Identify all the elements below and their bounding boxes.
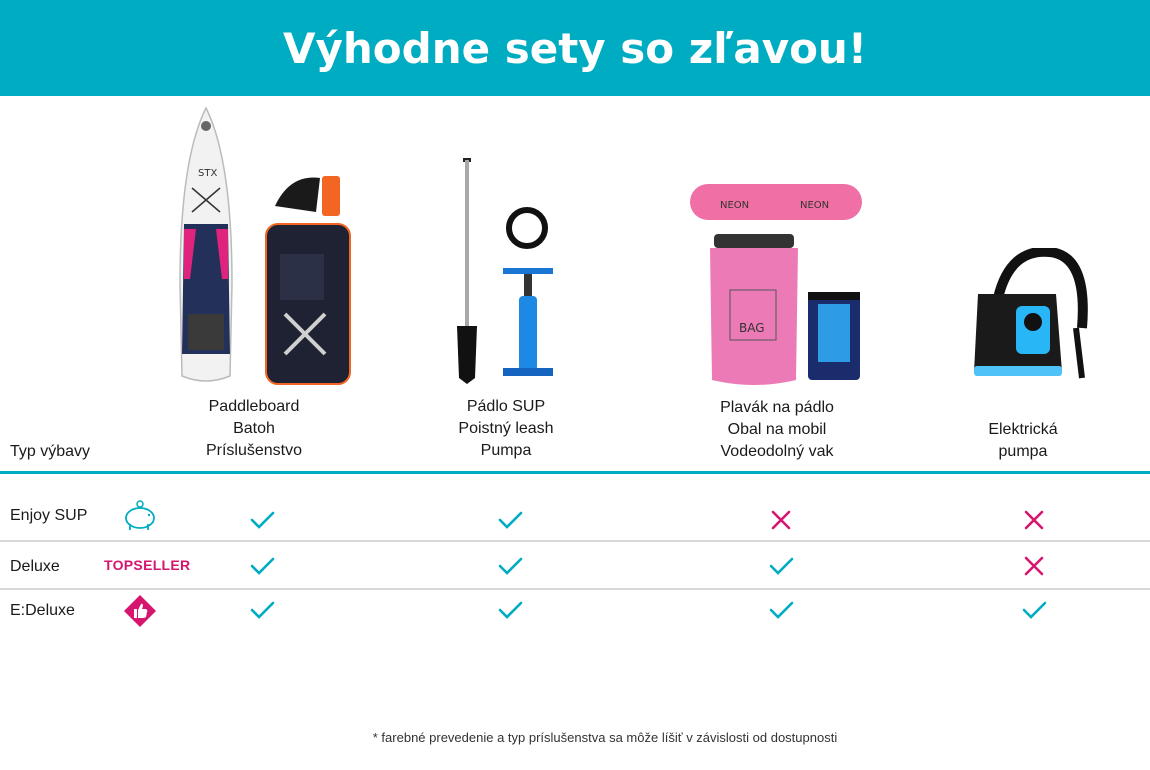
svg-text:BAG: BAG [739,321,765,335]
row-divider [0,588,1150,590]
column-label-electric-pump: Elektrická pumpa [988,421,1058,460]
header-banner [0,0,1150,96]
svg-text:NEON: NEON [720,200,750,211]
piggy-bank-icon [122,500,158,532]
cross-icon [1020,506,1048,534]
check-icon [248,552,276,580]
header-divider [0,471,1150,474]
thumbs-up-icon [122,594,158,628]
column-label-float: Plavák na pádlo Obal na mobil Vodeodolný vak [720,399,834,460]
check-icon [767,596,795,624]
row-label-enjoy-sup: Enjoy SUP [10,507,88,524]
row-divider [0,540,1150,542]
check-icon [767,552,795,580]
type-column-header: Typ výbavy [10,443,91,460]
column-label-paddleboard: Paddleboard Batoh Príslušenstvo [205,398,303,459]
check-icon [496,596,524,624]
svg-text:STX: STX [198,168,218,179]
topseller-badge: TOPSELLER [104,557,191,573]
column-label-paddle: Pádlo SUP Poistný leash Pumpa [458,398,554,459]
paddleboard-set-image [170,104,360,390]
row-label-e-deluxe: E:Deluxe [10,602,75,619]
cross-icon [1020,552,1048,580]
float-bag-set-image [690,180,870,390]
electric-pump-image [970,248,1100,383]
check-icon [248,506,276,534]
svg-text:NEON: NEON [800,200,830,211]
check-icon [1020,596,1048,624]
paddle-set-image [445,156,570,386]
check-icon [496,552,524,580]
check-icon [248,596,276,624]
footnote: * farebné prevedenie a typ príslušenstva sa môže líšiť v závislosti od dostupnosti [372,730,838,745]
cross-icon [767,506,795,534]
page-title: Výhodne sety so zľavou! [283,23,867,73]
check-icon [496,506,524,534]
row-label-deluxe: Deluxe [10,558,60,575]
